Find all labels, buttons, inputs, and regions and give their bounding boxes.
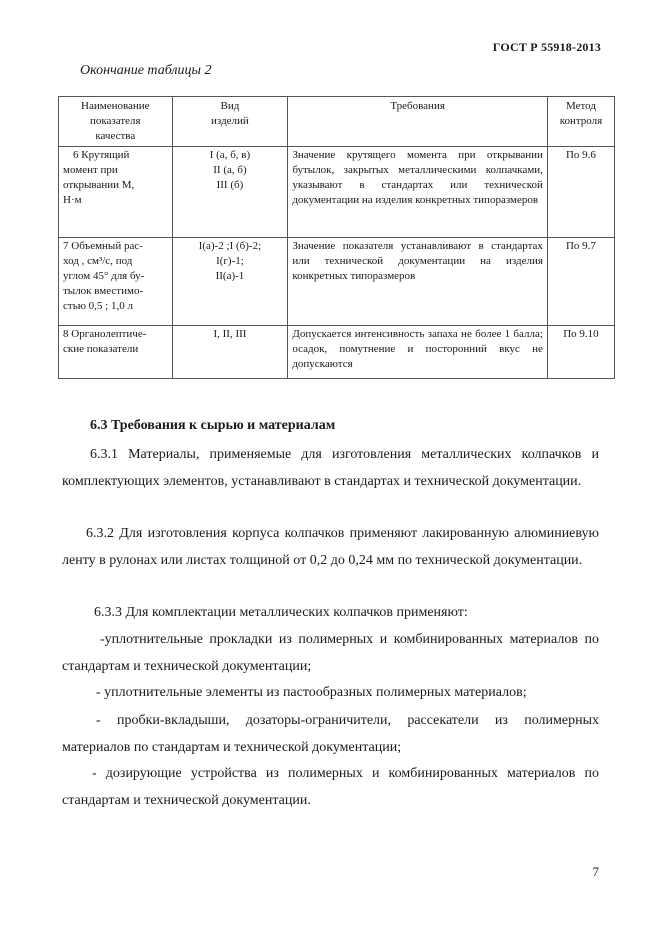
list-item: -уплотнительные прокладки из полимерных и комбинированных материалов по стандартам и технической документации; — [62, 632, 599, 674]
header-product-kind: Вид изделий — [172, 97, 288, 147]
cell-indicator-name: 7 Объемный рас- ход , см³/с, под углом 45° для бу- тылок вместимо- стью 0,5 ; 1,0 л — [59, 238, 173, 326]
cell-product-kind: I (а, б, в) II (а, б) III (б) — [172, 147, 288, 238]
page-number: 7 — [592, 864, 599, 879]
header-indicator-name: Наименование показателя качества — [59, 97, 173, 147]
cell-control-method: По 9.6 — [547, 147, 614, 238]
cell-product-kind: I(а)-2 ;I (б)-2; I(г)-1; II(а)-1 — [172, 238, 288, 326]
table-row — [59, 326, 615, 379]
cell-product-kind: I, II, III — [172, 326, 288, 379]
list-item: - дозирующие устройства из полимерных и комбинированных материалов по стандартам и технической документации. — [62, 766, 599, 808]
standard-designation: ГОСТ Р 55918-2013 — [492, 40, 601, 54]
header-control-method: Метод контроля — [547, 97, 614, 147]
paragraph-6-3-2: 6.3.2 Для изготовления корпуса колпачков применяют лакированную алюминиевую ленту в рулонах или листах толщиной от 0,2 до 0,24 мм по технической документации. — [62, 526, 599, 568]
cell-requirement: Значение показателя устанавливают в стандартах или технической документации на изделия конкретных типоразмеров — [288, 238, 548, 326]
table-header-row — [59, 97, 615, 147]
cell-control-method: По 9.10 — [547, 326, 614, 379]
section-heading: 6.3 Требования к сырью и материалам — [90, 418, 336, 433]
list-item: - пробки-вкладыши, дозаторы-ограничители, рассекатели из полимерных материалов по стандартам и технической документации; — [62, 713, 599, 755]
cell-requirement: Допускается интенсивность запаха не более 1 балла; осадок, помутнение и посторонний вкус не допускаются — [288, 326, 548, 379]
paragraph-6-3-3: 6.3.3 Для комплектации металлических колпачков применяют: — [94, 605, 468, 620]
header-requirements: Требования — [288, 97, 548, 147]
cell-requirement: Значение крутящего момента при открывании бутылок, закрытых металлическими колпачками, указывают в стандартах или технической документации на изделия конкретных типоразмеров — [288, 147, 548, 238]
table-caption: Окончание таблицы 2 — [80, 63, 212, 78]
table-row — [59, 147, 615, 238]
cell-control-method: По 9.7 — [547, 238, 614, 326]
requirements-table — [58, 96, 615, 379]
cell-indicator-name: 8 Органолептиче- ские показатели — [59, 326, 173, 379]
list-item: - уплотнительные элементы из пастообразных полимерных материалов; — [96, 685, 527, 700]
paragraph-6-3-1: 6.3.1 Материалы, применяемые для изготовления металлических колпачков и комплектующих элементов, устанавливают в стандартах и технической документации. — [62, 447, 599, 489]
table-row — [59, 238, 615, 326]
cell-indicator-name: 6 Крутящий момент при открывании М, Н·м — [59, 147, 173, 238]
